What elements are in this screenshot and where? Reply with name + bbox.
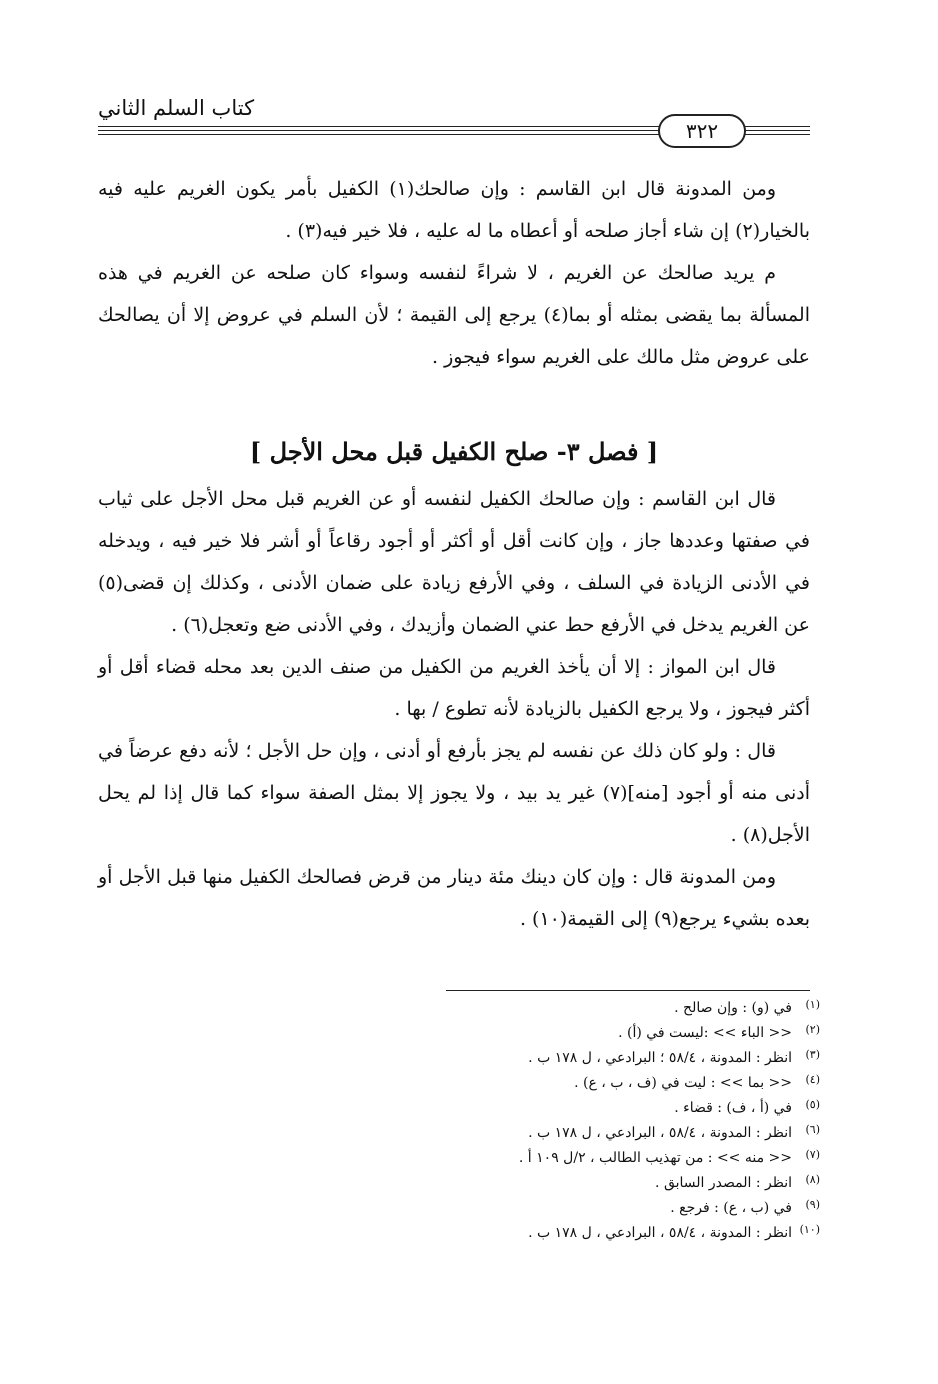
footnote xyxy=(400,1121,820,1146)
footnote-separator xyxy=(446,990,810,991)
paragraph: قال ابن المواز : إلا أن يأخذ الغريم من الكفيل من صنف الدين بعد محله قضاء أقل أو أكثر فيجوز ، ولا يرجع الكفيل بالزيادة لأنه تطوع / بها . xyxy=(98,656,810,720)
footnote xyxy=(400,1021,820,1046)
paragraph: ومن المدونة قال ابن القاسم : وإن صالحك(١) الكفيل بأمر يكون الغريم عليه فيه بالخيار(٢) إن شاء أجاز صلحه أو أعطاه ما له عليه ، فلا خير فيه(٣) . xyxy=(98,178,810,242)
footnote-text: انظر : المدونة ، ٥٨/٤ ؛ البرادعي ، ل ١٧٨ ب . xyxy=(528,1050,792,1066)
footnote-text: انظر : المصدر السابق . xyxy=(655,1175,792,1191)
footnote-text: في (أ ، ف) : قضاء . xyxy=(674,1100,792,1116)
footnote xyxy=(400,1046,820,1071)
footnote xyxy=(400,1096,820,1121)
footnote xyxy=(400,1146,820,1171)
paragraph: قال : ولو كان ذلك عن نفسه لم يجز بأرفع أو أدنى ، وإن حل الأجل ؛ لأنه دفع عرضاً في أدنى منه أو أجود [منه](٧) غير يد بيد ، ولا يجوز إلا بمثل الصفة سواء كما قال إذا لم يحل الأجل(٨) . xyxy=(98,740,810,846)
footnote-text: << بما >> : ليت في (ف ، ب ، ع) . xyxy=(574,1075,792,1091)
footnote-text: انظر : المدونة ، ٥٨/٤ ، البرادعي ، ل ١٧٨ ب . xyxy=(528,1225,792,1241)
footnote-number: (١) xyxy=(805,998,820,1011)
page-number: ٣٢٢ xyxy=(658,114,746,148)
footnote xyxy=(400,996,820,1021)
footnote-number: (٦) xyxy=(805,1123,820,1136)
footnote xyxy=(400,1171,820,1196)
footnote-number: (٤) xyxy=(805,1073,820,1086)
footnote-text: في (ب ، ع) : فرجع . xyxy=(670,1200,792,1216)
top-paragraphs xyxy=(98,168,810,378)
footnote-number: (٧) xyxy=(805,1148,820,1161)
paragraph: قال ابن القاسم : وإن صالحك الكفيل لنفسه أو عن الغريم قبل محل الأجل على ثياب في صفتها وعددها جاز ، وإن كانت أقل أو أكثر أو أجود رقاعاً أو أشر فلا خير فيه ، ويدخله في الأدنى الزيادة في السلف ، وفي الأرفع زيادة على ضمان الأدنى ، وكذلك إن قضى(٥) عن الغريم يدخل في الأرفع حط عني الضمان وأزيدك ، وفي الأدنى ضع وتعجل(٦) . xyxy=(98,488,810,636)
paragraph: ومن المدونة قال : وإن كان دينك مئة دينار من قرض فصالحك الكفيل منها قبل الأجل أو بعده بشيء يرجع(٩) إلى القيمة(١٠) . xyxy=(98,866,810,930)
footnote-number: (٣) xyxy=(805,1048,820,1061)
book-title: كتاب السلم الثاني xyxy=(98,96,255,120)
footnote-text: << منه >> : من تهذيب الطالب ، ٢/ل ١٠٩ أ . xyxy=(518,1150,792,1166)
paragraph: م يريد صالحك عن الغريم ، لا شراءً لنفسه وسواء كان صلحه عن الغريم في هذه المسألة بما يقضى بمثله أو بما(٤) يرجع إلى القيمة ؛ لأن السلم في عروض إلا أن يصالحك على عروض مثل مالك على الغريم سواء فيجوز . xyxy=(98,262,810,368)
section-paragraphs xyxy=(98,478,810,940)
footnote-text: انظر : المدونة ، ٥٨/٤ ، البرادعي ، ل ١٧٨ ب . xyxy=(528,1125,792,1141)
footnote xyxy=(400,1071,820,1096)
footnote-number: (٨) xyxy=(805,1173,820,1186)
footnote-number: (٢) xyxy=(805,1023,820,1036)
footnotes xyxy=(400,996,820,1246)
footnote-number: (٥) xyxy=(805,1098,820,1111)
section-heading: [ فصل ٣- صلح الكفيل قبل محل الأجل ] xyxy=(249,437,659,466)
footnote xyxy=(400,1221,820,1246)
footnote-text: << الباء >> :ليست في (أ) . xyxy=(618,1025,792,1041)
footnote-number: (١٠) xyxy=(799,1223,820,1236)
page-header xyxy=(98,92,810,152)
footnote-text: في (و) : وإن صالح . xyxy=(674,1000,792,1016)
footnote-number: (٩) xyxy=(805,1198,820,1211)
footnote xyxy=(400,1196,820,1221)
